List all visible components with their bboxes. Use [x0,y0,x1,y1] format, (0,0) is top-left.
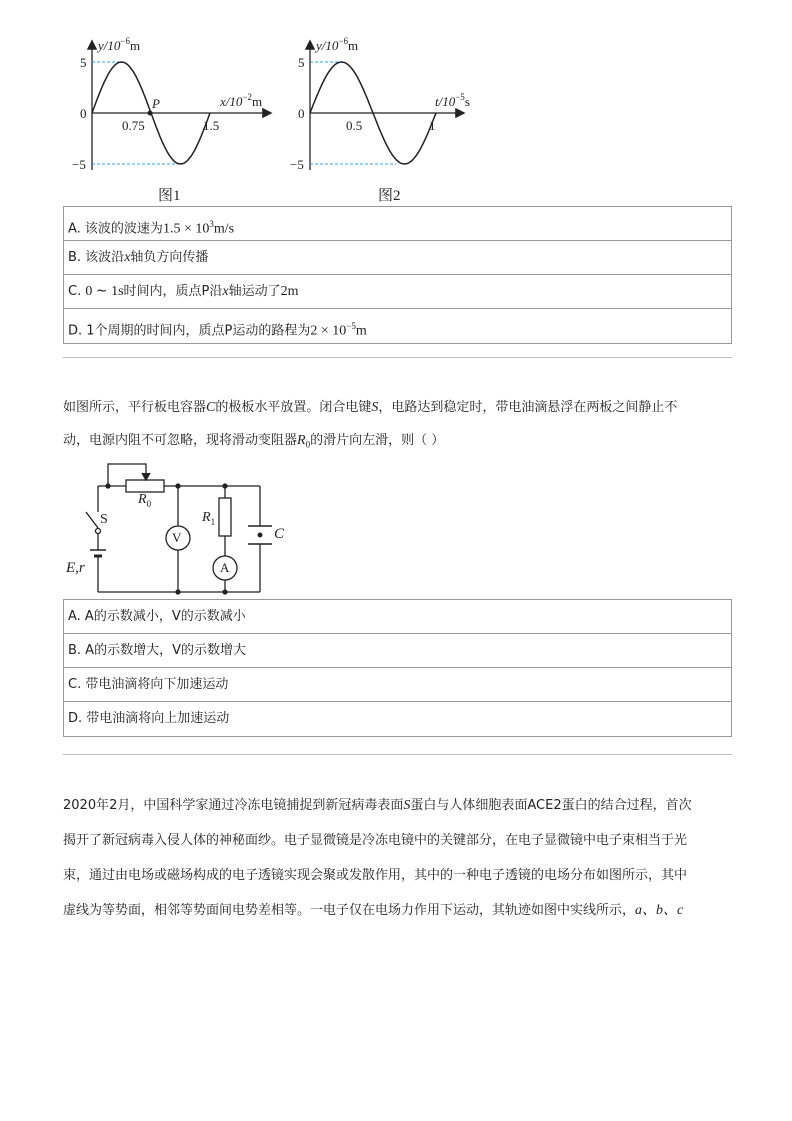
capacitor-label: C [274,526,285,542]
slider-arrow [142,473,150,480]
figure-2-caption: 图2 [378,188,401,204]
tick-y-top: 5 [298,55,305,70]
question-2-options [63,599,732,737]
stem-text: 蛋白与人体细胞表面ACE2蛋白的结合过程，首次 [410,798,692,813]
option-c-mid: 时间内，质点P沿 [123,284,223,299]
separator-2 [63,754,732,755]
option-a[interactable] [64,207,731,241]
option-c-mid2: 轴运动了 [228,284,281,299]
question-2-stem [63,391,733,462]
option-a-text: A. 该波的波速为 [68,221,163,237]
stem-var-s: S [371,400,379,415]
resistor-label: $R_1$ [202,510,216,527]
tick-y-zero: 0 [298,106,305,121]
stem-var-c: C [206,400,216,415]
vibration-graph-figure-2 [278,30,488,190]
option-c-var: x [222,284,229,299]
option-a[interactable]: A. A的示数减小，V的示数减小 [64,600,731,634]
point-p-label: P [152,96,160,111]
voltmeter-label: V [172,530,182,545]
figure-1-caption: 图1 [158,188,181,204]
tick-x-15: 1.5 [203,118,220,133]
tick-t-05: 0.5 [346,118,363,133]
switch-s [86,512,98,528]
stem-text: 动，电源内阻不可忽略，现将滑动变阻器 [63,433,298,448]
option-a-math: 1.5 × 10 [162,221,210,237]
option-c-val: 2m [280,284,299,299]
question-3-line-4 [63,893,733,928]
stem-text: 如图所示，平行板电容器 [63,400,207,415]
stem-text: 的极板水平放置。闭合电键 [215,400,372,415]
resistor-r1 [219,498,231,536]
ammeter-label: A [220,560,230,575]
question-3-stem [63,788,733,928]
y-axis-label: $y/10^{-6}m$ [98,36,141,53]
source-label: E,r [66,560,85,576]
rheostat-slider [108,464,146,486]
x-axis-label: $x/10^{-2}m$ [220,92,263,109]
option-a-exp: 3 [209,219,214,229]
option-c[interactable] [64,275,731,309]
stem-text: 虚线为等势面，相邻等势面间电势差相等。一电子仅在电场力作用下运动，其轨迹如图中实线所示， [63,903,636,918]
question-2-line-1 [63,391,733,424]
option-c[interactable]: C. 带电油滴将向下加速运动 [64,668,731,702]
stem-text: 的滑片向左滑，则（ ） [310,433,445,448]
option-c-math: 0 ∼ 1s [85,284,124,299]
tick-y-bottom: −5 [290,157,304,172]
option-d-unit: m [355,323,367,339]
y-axis-label: $y/10^{-6}m$ [316,36,359,53]
t-axis-label: $t/10^{-5}s$ [435,92,470,109]
question-3-line-3: 束，通过由电场或磁场构成的电子透镜实现会聚或发散作用，其中的一种电子透镜的电场分布如图所示，其中 [63,868,688,883]
question-3-line-2: 揭开了新冠病毒入侵人体的神秘面纱。电子显微镜是冷冻电镜中的关键部分，在电子显微镜中电子束相当于光 [63,833,688,848]
oil-drop [258,533,262,537]
tick-y-top: 5 [80,55,87,70]
option-c-prefix: C. [68,284,86,299]
option-b[interactable]: B. A的示数增大，V的示数增大 [64,634,731,668]
stem-text: ，电路达到稳定时，带电油滴悬浮在两板之间静止不 [378,400,678,415]
point-p [148,111,153,116]
stem-text: 2020年2月，中国科学家通过冷冻电镜捕捉到新冠病毒表面 [63,798,404,813]
wave-graph-figure-1 [60,30,280,190]
stem-var-r-sub: 0 [305,439,311,450]
separator-1 [63,357,732,358]
option-b-suffix: 轴负方向传播 [130,250,209,265]
circuit-diagram [60,456,300,598]
option-d-exp: −5 [346,321,356,331]
stem-var-r: R [297,433,306,448]
option-d[interactable]: D. 带电油滴将向上加速运动 [68,711,230,726]
tick-x-075: 0.75 [122,118,145,133]
rheostat-label: $R_0$ [138,492,152,509]
question-1-options [63,206,732,344]
option-d-math: 2 × 10 [310,323,347,339]
switch-contact [96,529,101,534]
option-b-text: B. 该波沿 [68,250,125,265]
tick-y-zero: 0 [80,106,87,121]
question-3-line-1 [63,788,733,823]
stem-var-s: S [403,798,411,813]
stem-vars-abc: a、b、c [635,903,684,918]
option-d-text: D. 1个周期的时间内，质点P运动的路程为 [68,323,311,339]
switch-label: S [100,512,108,527]
option-b[interactable] [64,241,731,275]
option-b-var: x [124,250,131,265]
option-d[interactable] [64,309,731,343]
option-a-unit: m/s [213,221,235,237]
tick-y-bottom: −5 [72,157,86,172]
tick-t-1: 1 [429,118,436,133]
rheostat-r0 [126,480,164,492]
